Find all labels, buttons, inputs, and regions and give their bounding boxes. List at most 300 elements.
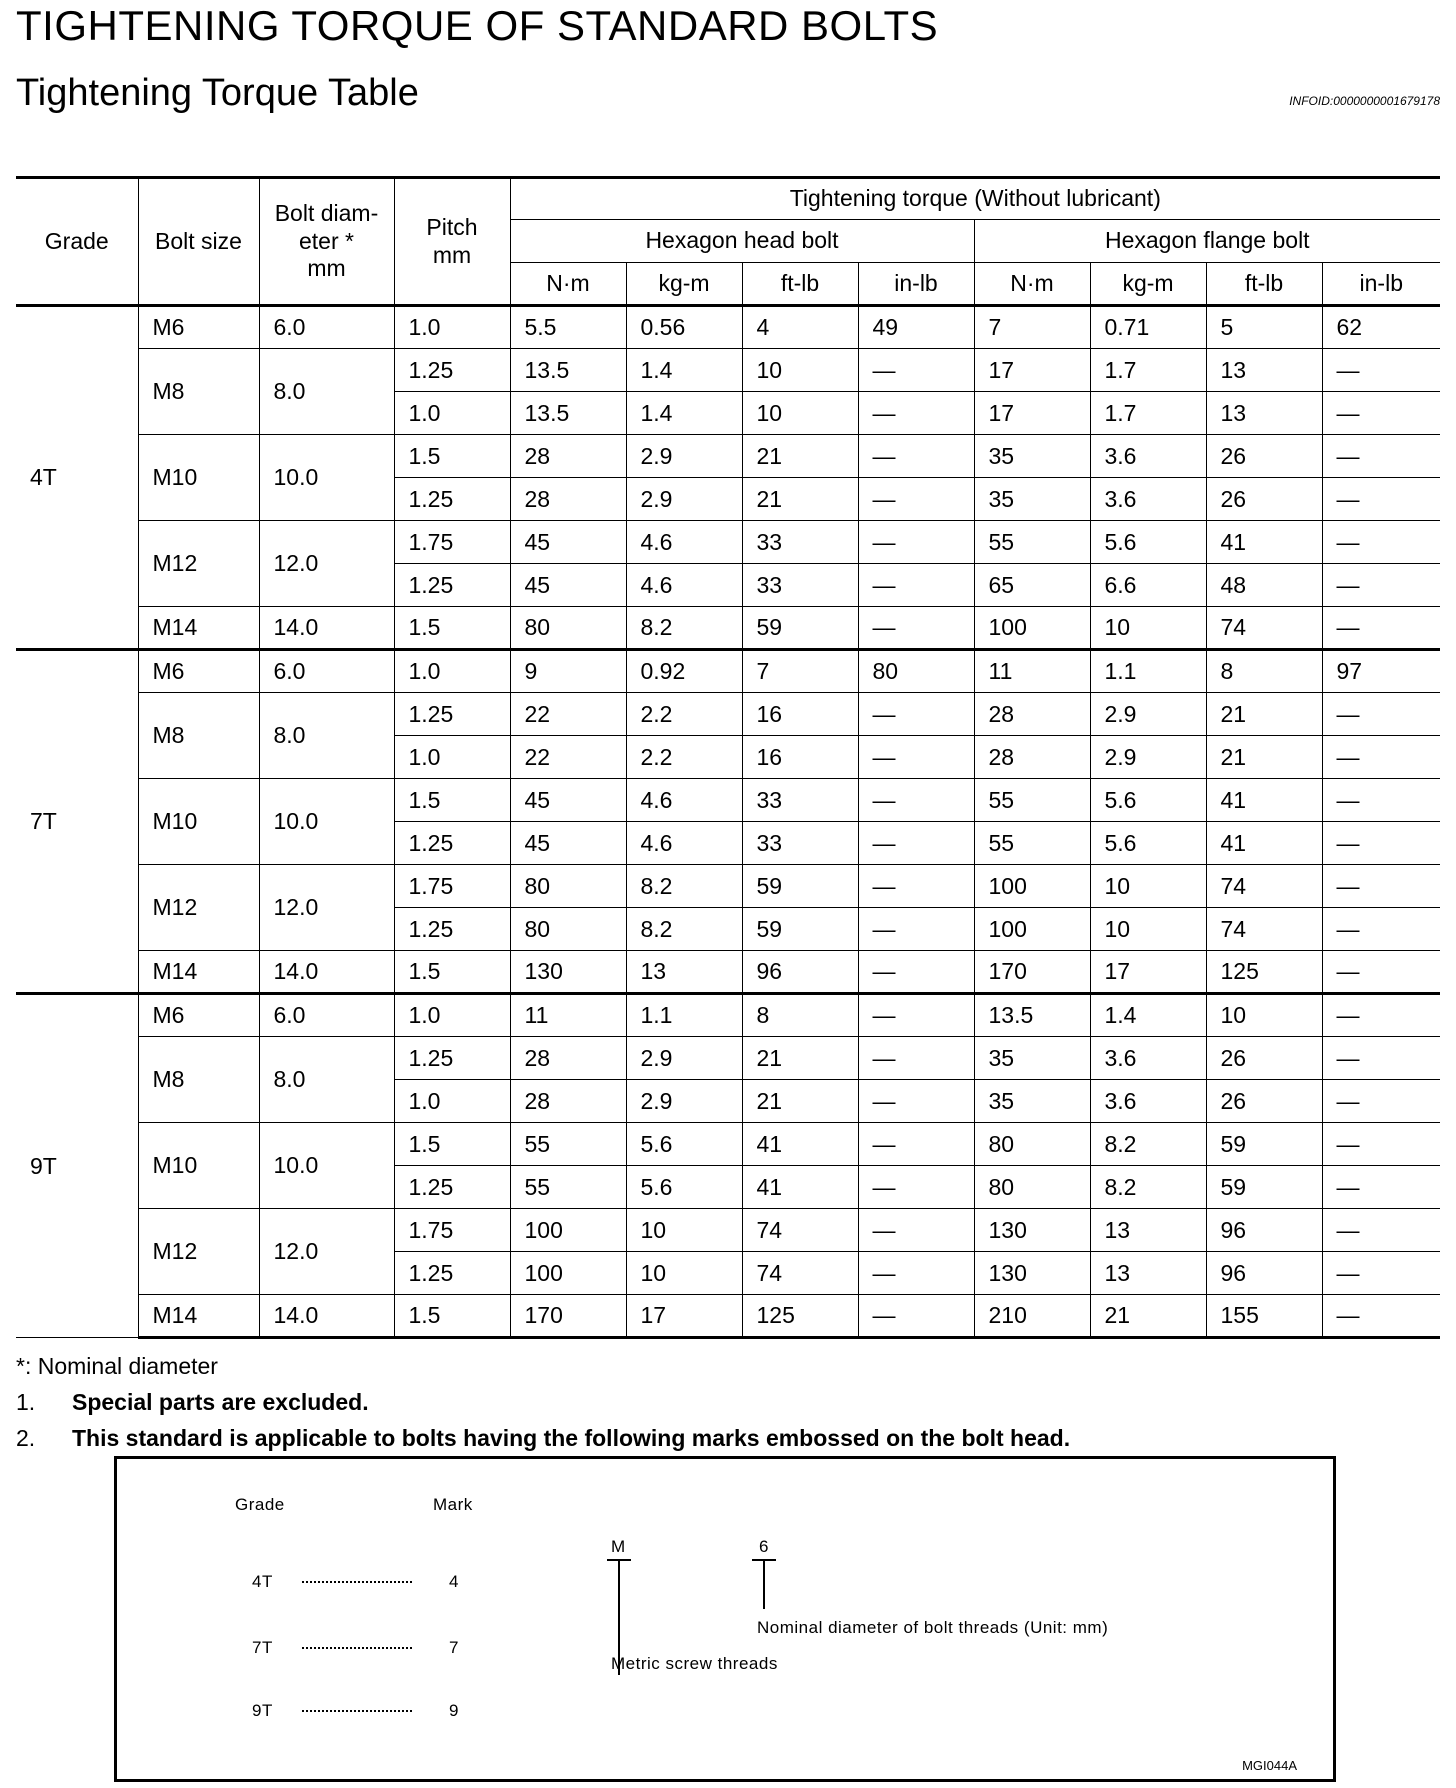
flange-inlb-cell: —	[1322, 435, 1440, 478]
flange-kgm-cell: 1.1	[1090, 650, 1206, 693]
flange-inlb-cell: —	[1322, 478, 1440, 521]
flange-kgm-cell: 21	[1090, 1295, 1206, 1338]
bolt-size-cell: M10	[138, 1123, 259, 1209]
flange-inlb-cell: —	[1322, 1037, 1440, 1080]
head-ftlb-cell: 59	[742, 908, 858, 951]
head-ftlb-cell: 96	[742, 951, 858, 994]
head-kgm-cell: 10	[626, 1252, 742, 1295]
head-inlb-cell: —	[858, 779, 974, 822]
flange-ftlb-cell: 5	[1206, 306, 1322, 349]
flange-nm-cell: 35	[974, 1080, 1090, 1123]
flange-nm-cell: 55	[974, 822, 1090, 865]
flange-kgm-cell: 10	[1090, 908, 1206, 951]
head-kgm-cell: 1.4	[626, 392, 742, 435]
head-nm-cell: 45	[510, 564, 626, 607]
table-row	[16, 1123, 1440, 1166]
header-hexagon-flange-bolt: Hexagon flange bolt	[974, 220, 1440, 263]
table-row	[16, 607, 1440, 650]
head-kgm-cell: 2.2	[626, 693, 742, 736]
head-nm-cell: 55	[510, 1123, 626, 1166]
flange-nm-cell: 80	[974, 1123, 1090, 1166]
head-inlb-cell: —	[858, 1037, 974, 1080]
bolt-diameter-cell: 10.0	[259, 435, 394, 521]
bolt-diameter-cell: 8.0	[259, 349, 394, 435]
pitch-cell: 1.5	[394, 951, 510, 994]
head-kgm-cell: 2.9	[626, 1037, 742, 1080]
head-inlb-cell: —	[858, 994, 974, 1037]
head-inlb-cell: —	[858, 736, 974, 779]
flange-ftlb-cell: 59	[1206, 1166, 1322, 1209]
head-inlb-cell: —	[858, 478, 974, 521]
flange-kgm-cell: 3.6	[1090, 1037, 1206, 1080]
flange-ftlb-cell: 13	[1206, 349, 1322, 392]
pitch-cell: 1.75	[394, 521, 510, 564]
flange-kgm-cell: 3.6	[1090, 435, 1206, 478]
flange-inlb-cell: —	[1322, 951, 1440, 994]
table-row	[16, 951, 1440, 994]
bolt-diameter-cell: 14.0	[259, 951, 394, 994]
flange-ftlb-cell: 155	[1206, 1295, 1322, 1338]
head-nm-cell: 80	[510, 607, 626, 650]
table-row	[16, 1037, 1440, 1080]
head-inlb-cell: —	[858, 865, 974, 908]
flange-kgm-cell: 10	[1090, 607, 1206, 650]
flange-kgm-cell: 5.6	[1090, 779, 1206, 822]
head-ftlb-cell: 125	[742, 1295, 858, 1338]
note-text: Special parts are excluded.	[72, 1389, 369, 1415]
header-unit: N·m	[510, 263, 626, 306]
head-inlb-cell: —	[858, 349, 974, 392]
pitch-cell: 1.5	[394, 1123, 510, 1166]
header-unit: ft-lb	[1206, 263, 1322, 306]
header-unit: ft-lb	[742, 263, 858, 306]
header-bolt-size: Bolt size	[138, 178, 259, 306]
head-ftlb-cell: 74	[742, 1209, 858, 1252]
pitch-cell: 1.0	[394, 650, 510, 693]
head-inlb-cell: —	[858, 564, 974, 607]
flange-nm-cell: 35	[974, 478, 1090, 521]
pitch-cell: 1.25	[394, 693, 510, 736]
flange-ftlb-cell: 26	[1206, 1037, 1322, 1080]
head-nm-cell: 13.5	[510, 349, 626, 392]
flange-ftlb-cell: 26	[1206, 1080, 1322, 1123]
pitch-cell: 1.0	[394, 994, 510, 1037]
figure-mark-label: 7	[449, 1638, 459, 1657]
bolt-size-cell: M6	[138, 306, 259, 349]
table-body	[16, 306, 1440, 1338]
table-row	[16, 349, 1440, 392]
head-inlb-cell: —	[858, 1080, 974, 1123]
head-nm-cell: 28	[510, 1080, 626, 1123]
head-ftlb-cell: 21	[742, 1080, 858, 1123]
flange-nm-cell: 17	[974, 349, 1090, 392]
flange-inlb-cell: —	[1322, 908, 1440, 951]
head-nm-cell: 22	[510, 693, 626, 736]
note-item	[16, 1384, 1070, 1420]
flange-nm-cell: 7	[974, 306, 1090, 349]
table-row	[16, 994, 1440, 1037]
flange-ftlb-cell: 41	[1206, 521, 1322, 564]
figure-grade-label: 9T	[252, 1701, 273, 1720]
note-item	[16, 1420, 1070, 1456]
pitch-cell: 1.5	[394, 435, 510, 478]
flange-kgm-cell: 1.7	[1090, 349, 1206, 392]
note-text: This standard is applicable to bolts having the following marks embossed on the bolt head.	[72, 1425, 1071, 1451]
head-ftlb-cell: 74	[742, 1252, 858, 1295]
header-unit: in-lb	[858, 263, 974, 306]
pitch-cell: 1.75	[394, 1209, 510, 1252]
pitch-cell: 1.25	[394, 1037, 510, 1080]
flange-ftlb-cell: 74	[1206, 865, 1322, 908]
table-row	[16, 650, 1440, 693]
bolt-diameter-cell: 8.0	[259, 1037, 394, 1123]
pitch-cell: 1.25	[394, 478, 510, 521]
head-kgm-cell: 17	[626, 1295, 742, 1338]
flange-inlb-cell: —	[1322, 521, 1440, 564]
flange-nm-cell: 100	[974, 908, 1090, 951]
grade-cell: 9T	[16, 994, 138, 1338]
flange-ftlb-cell: 26	[1206, 435, 1322, 478]
figure-code: MGI044A	[1242, 1758, 1297, 1773]
pitch-cell: 1.5	[394, 607, 510, 650]
figure-grade-heading: Grade	[235, 1495, 285, 1514]
flange-inlb-cell: —	[1322, 1080, 1440, 1123]
flange-kgm-cell: 8.2	[1090, 1123, 1206, 1166]
head-ftlb-cell: 33	[742, 822, 858, 865]
head-kgm-cell: 2.9	[626, 435, 742, 478]
head-ftlb-cell: 4	[742, 306, 858, 349]
dotted-leader	[302, 1647, 412, 1649]
header-bolt-diameter: Bolt diam- eter * mm	[259, 178, 394, 306]
head-inlb-cell: —	[858, 1252, 974, 1295]
head-inlb-cell: —	[858, 693, 974, 736]
head-ftlb-cell: 33	[742, 521, 858, 564]
head-nm-cell: 100	[510, 1209, 626, 1252]
flange-inlb-cell: 97	[1322, 650, 1440, 693]
pitch-cell: 1.25	[394, 1252, 510, 1295]
flange-ftlb-cell: 74	[1206, 607, 1322, 650]
bolt-diameter-cell: 6.0	[259, 306, 394, 349]
head-kgm-cell: 1.4	[626, 349, 742, 392]
head-inlb-cell: —	[858, 822, 974, 865]
flange-kgm-cell: 5.6	[1090, 521, 1206, 564]
head-kgm-cell: 2.9	[626, 1080, 742, 1123]
flange-nm-cell: 100	[974, 607, 1090, 650]
page-title: TIGHTENING TORQUE OF STANDARD BOLTS	[16, 2, 939, 49]
flange-kgm-cell: 10	[1090, 865, 1206, 908]
head-ftlb-cell: 21	[742, 435, 858, 478]
info-id: INFOID:0000000001679178	[1289, 94, 1440, 108]
pitch-cell: 1.0	[394, 736, 510, 779]
head-kgm-cell: 4.6	[626, 822, 742, 865]
flange-kgm-cell: 3.6	[1090, 478, 1206, 521]
flange-nm-cell: 13.5	[974, 994, 1090, 1037]
flange-ftlb-cell: 48	[1206, 564, 1322, 607]
pitch-cell: 1.5	[394, 779, 510, 822]
flange-kgm-cell: 3.6	[1090, 1080, 1206, 1123]
flange-kgm-cell: 6.6	[1090, 564, 1206, 607]
flange-kgm-cell: 0.71	[1090, 306, 1206, 349]
flange-kgm-cell: 13	[1090, 1209, 1206, 1252]
head-kgm-cell: 4.6	[626, 564, 742, 607]
pitch-cell: 1.25	[394, 908, 510, 951]
flange-nm-cell: 65	[974, 564, 1090, 607]
flange-ftlb-cell: 96	[1206, 1209, 1322, 1252]
head-kgm-cell: 2.9	[626, 478, 742, 521]
head-nm-cell: 13.5	[510, 392, 626, 435]
flange-kgm-cell: 2.9	[1090, 736, 1206, 779]
bolt-size-cell: M14	[138, 1295, 259, 1338]
table-row	[16, 306, 1440, 349]
head-nm-cell: 28	[510, 478, 626, 521]
flange-nm-cell: 35	[974, 1037, 1090, 1080]
head-nm-cell: 9	[510, 650, 626, 693]
flange-ftlb-cell: 41	[1206, 779, 1322, 822]
flange-nm-cell: 80	[974, 1166, 1090, 1209]
head-nm-cell: 5.5	[510, 306, 626, 349]
flange-inlb-cell: —	[1322, 779, 1440, 822]
head-kgm-cell: 13	[626, 951, 742, 994]
head-kgm-cell: 8.2	[626, 908, 742, 951]
flange-nm-cell: 11	[974, 650, 1090, 693]
bolt-size-cell: M8	[138, 1037, 259, 1123]
flange-ftlb-cell: 21	[1206, 736, 1322, 779]
grade-cell: 4T	[16, 306, 138, 650]
flange-inlb-cell: —	[1322, 693, 1440, 736]
head-inlb-cell: —	[858, 607, 974, 650]
flange-inlb-cell: —	[1322, 1209, 1440, 1252]
dotted-leader	[302, 1581, 412, 1583]
figure-mark-label: 4	[449, 1572, 459, 1591]
flange-kgm-cell: 17	[1090, 951, 1206, 994]
bolt-diameter-cell: 12.0	[259, 521, 394, 607]
bolt-size-cell: M14	[138, 951, 259, 994]
figure-mark-label: 9	[449, 1701, 459, 1720]
figure-grade-label: 7T	[252, 1638, 273, 1657]
head-ftlb-cell: 21	[742, 1037, 858, 1080]
head-inlb-cell: —	[858, 1166, 974, 1209]
head-nm-cell: 28	[510, 435, 626, 478]
head-nm-cell: 45	[510, 521, 626, 564]
bolt-mark-figure	[114, 1456, 1336, 1782]
flange-kgm-cell: 1.4	[1090, 994, 1206, 1037]
flange-ftlb-cell: 8	[1206, 650, 1322, 693]
head-kgm-cell: 5.6	[626, 1123, 742, 1166]
head-kgm-cell: 2.2	[626, 736, 742, 779]
bolt-size-cell: M8	[138, 349, 259, 435]
header-grade: Grade	[16, 178, 138, 306]
bolt-diameter-cell: 12.0	[259, 1209, 394, 1295]
head-kgm-cell: 4.6	[626, 521, 742, 564]
bolt-size-cell: M12	[138, 865, 259, 951]
flange-ftlb-cell: 96	[1206, 1252, 1322, 1295]
pitch-cell: 1.25	[394, 349, 510, 392]
flange-nm-cell: 35	[974, 435, 1090, 478]
head-inlb-cell: —	[858, 392, 974, 435]
header-unit: in-lb	[1322, 263, 1440, 306]
head-ftlb-cell: 59	[742, 865, 858, 908]
head-inlb-cell: —	[858, 1123, 974, 1166]
table-row	[16, 521, 1440, 564]
note-number: 1.	[16, 1389, 36, 1415]
head-ftlb-cell: 41	[742, 1166, 858, 1209]
flange-inlb-cell: —	[1322, 349, 1440, 392]
bolt-size-cell: M6	[138, 994, 259, 1037]
header-pitch: Pitch mm	[394, 178, 510, 306]
flange-nm-cell: 130	[974, 1252, 1090, 1295]
flange-inlb-cell: —	[1322, 865, 1440, 908]
head-nm-cell: 22	[510, 736, 626, 779]
dotted-leader	[302, 1710, 412, 1712]
footnote: *: Nominal diameter	[16, 1353, 218, 1379]
torque-table	[16, 176, 1440, 1339]
bolt-size-cell: M10	[138, 435, 259, 521]
bolt-diameter-cell: 14.0	[259, 607, 394, 650]
header-unit: kg-m	[1090, 263, 1206, 306]
head-nm-cell: 45	[510, 822, 626, 865]
head-nm-cell: 11	[510, 994, 626, 1037]
header-unit: kg-m	[626, 263, 742, 306]
table-row	[16, 779, 1440, 822]
flange-ftlb-cell: 21	[1206, 693, 1322, 736]
diagram-number-6: 6	[759, 1537, 769, 1556]
flange-nm-cell: 55	[974, 521, 1090, 564]
flange-kgm-cell: 2.9	[1090, 693, 1206, 736]
grade-cell: 7T	[16, 650, 138, 994]
flange-inlb-cell: —	[1322, 1295, 1440, 1338]
head-ftlb-cell: 7	[742, 650, 858, 693]
bolt-diameter-cell: 14.0	[259, 1295, 394, 1338]
head-kgm-cell: 0.92	[626, 650, 742, 693]
table-row	[16, 865, 1440, 908]
flange-inlb-cell: —	[1322, 607, 1440, 650]
head-ftlb-cell: 33	[742, 564, 858, 607]
head-ftlb-cell: 16	[742, 693, 858, 736]
bolt-size-cell: M14	[138, 607, 259, 650]
table-row	[16, 1209, 1440, 1252]
flange-kgm-cell: 8.2	[1090, 1166, 1206, 1209]
pitch-cell: 1.25	[394, 822, 510, 865]
head-kgm-cell: 10	[626, 1209, 742, 1252]
head-inlb-cell: —	[858, 1295, 974, 1338]
head-nm-cell: 80	[510, 865, 626, 908]
bolt-size-cell: M12	[138, 1209, 259, 1295]
head-inlb-cell: —	[858, 951, 974, 994]
head-ftlb-cell: 21	[742, 478, 858, 521]
bolt-diameter-cell: 12.0	[259, 865, 394, 951]
metric-screw-label: Metric screw threads	[611, 1654, 778, 1673]
table-row	[16, 1295, 1440, 1338]
head-inlb-cell: —	[858, 521, 974, 564]
bolt-diameter-cell: 6.0	[259, 650, 394, 693]
pitch-cell: 1.0	[394, 306, 510, 349]
head-nm-cell: 55	[510, 1166, 626, 1209]
flange-inlb-cell: —	[1322, 1252, 1440, 1295]
head-inlb-cell: 49	[858, 306, 974, 349]
head-kgm-cell: 0.56	[626, 306, 742, 349]
pitch-cell: 1.0	[394, 1080, 510, 1123]
flange-nm-cell: 28	[974, 693, 1090, 736]
bolt-size-cell: M6	[138, 650, 259, 693]
head-inlb-cell: —	[858, 1209, 974, 1252]
bolt-diameter-cell: 10.0	[259, 779, 394, 865]
figure-grade-label: 4T	[252, 1572, 273, 1591]
flange-ftlb-cell: 125	[1206, 951, 1322, 994]
pitch-cell: 1.75	[394, 865, 510, 908]
head-ftlb-cell: 16	[742, 736, 858, 779]
diagram-letter-m: M	[611, 1537, 626, 1556]
flange-nm-cell: 100	[974, 865, 1090, 908]
head-nm-cell: 80	[510, 908, 626, 951]
flange-nm-cell: 170	[974, 951, 1090, 994]
head-inlb-cell: 80	[858, 650, 974, 693]
figure-mark-heading: Mark	[433, 1495, 473, 1514]
flange-inlb-cell: 62	[1322, 306, 1440, 349]
flange-nm-cell: 130	[974, 1209, 1090, 1252]
header-tightening-torque: Tightening torque (Without lubricant)	[510, 178, 1440, 220]
head-nm-cell: 170	[510, 1295, 626, 1338]
head-kgm-cell: 8.2	[626, 607, 742, 650]
diagram-leader-line	[763, 1559, 765, 1609]
pitch-cell: 1.25	[394, 564, 510, 607]
flange-inlb-cell: —	[1322, 736, 1440, 779]
header-unit: N·m	[974, 263, 1090, 306]
flange-nm-cell: 210	[974, 1295, 1090, 1338]
head-inlb-cell: —	[858, 908, 974, 951]
header-hexagon-head-bolt: Hexagon head bolt	[510, 220, 974, 263]
flange-ftlb-cell: 74	[1206, 908, 1322, 951]
flange-nm-cell: 17	[974, 392, 1090, 435]
head-nm-cell: 28	[510, 1037, 626, 1080]
bolt-size-cell: M12	[138, 521, 259, 607]
head-kgm-cell: 4.6	[626, 779, 742, 822]
pitch-cell: 1.5	[394, 1295, 510, 1338]
bolt-diameter-cell: 8.0	[259, 693, 394, 779]
flange-kgm-cell: 1.7	[1090, 392, 1206, 435]
flange-inlb-cell: —	[1322, 822, 1440, 865]
head-kgm-cell: 5.6	[626, 1166, 742, 1209]
flange-nm-cell: 28	[974, 736, 1090, 779]
flange-nm-cell: 55	[974, 779, 1090, 822]
pitch-cell: 1.0	[394, 392, 510, 435]
head-kgm-cell: 8.2	[626, 865, 742, 908]
flange-kgm-cell: 13	[1090, 1252, 1206, 1295]
flange-kgm-cell: 5.6	[1090, 822, 1206, 865]
notes	[16, 1348, 1070, 1456]
flange-inlb-cell: —	[1322, 392, 1440, 435]
flange-ftlb-cell: 59	[1206, 1123, 1322, 1166]
flange-inlb-cell: —	[1322, 994, 1440, 1037]
flange-ftlb-cell: 13	[1206, 392, 1322, 435]
head-ftlb-cell: 10	[742, 349, 858, 392]
pitch-cell: 1.25	[394, 1166, 510, 1209]
bolt-size-cell: M10	[138, 779, 259, 865]
flange-inlb-cell: —	[1322, 564, 1440, 607]
head-nm-cell: 45	[510, 779, 626, 822]
table-row	[16, 693, 1440, 736]
bolt-diameter-cell: 6.0	[259, 994, 394, 1037]
head-ftlb-cell: 10	[742, 392, 858, 435]
head-kgm-cell: 1.1	[626, 994, 742, 1037]
table-header	[16, 178, 1440, 306]
head-nm-cell: 100	[510, 1252, 626, 1295]
flange-ftlb-cell: 26	[1206, 478, 1322, 521]
note-number: 2.	[16, 1425, 36, 1451]
bolt-size-cell: M8	[138, 693, 259, 779]
head-inlb-cell: —	[858, 435, 974, 478]
flange-ftlb-cell: 10	[1206, 994, 1322, 1037]
bolt-diameter-cell: 10.0	[259, 1123, 394, 1209]
